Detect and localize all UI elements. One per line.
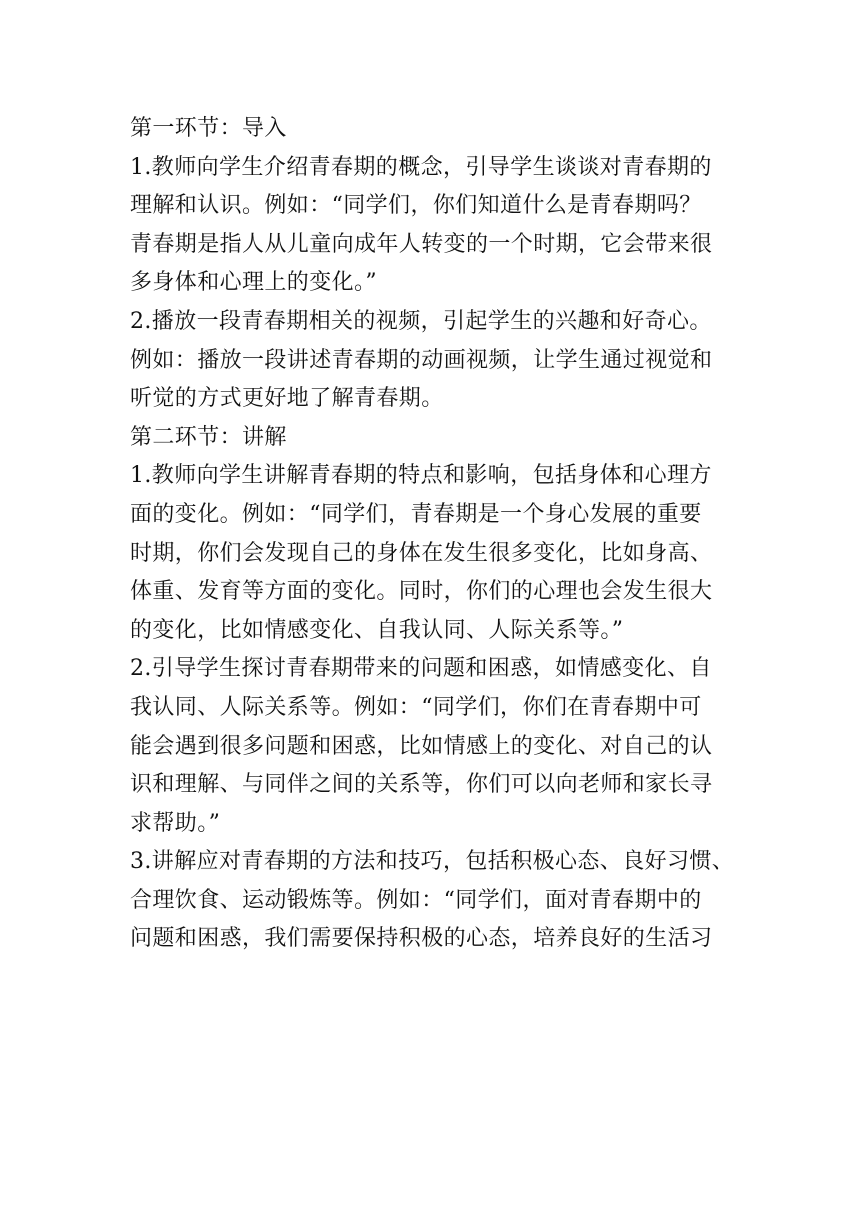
paragraph-line: 的变化，比如情感变化、自我认同、人际关系等。”	[130, 617, 624, 643]
paragraph-line: 我认同、人际关系等。例如：“同学们，你们在青春期中可	[130, 694, 702, 720]
paragraph-line: 合理饮食、运动锻炼等。例如：“同学们，面对青春期中的	[130, 887, 702, 913]
paragraph-line: 1.教师向学生讲解青春期的特点和影响，包括身体和心理方	[130, 463, 712, 489]
paragraph-line: 多身体和心理上的变化。”	[130, 270, 378, 296]
paragraph-line: 识和理解、与同伴之间的关系等，你们可以向老师和家长寻	[130, 772, 713, 798]
paragraph-line: 1.教师向学生介绍青春期的概念，引导学生谈谈对青春期的	[130, 154, 712, 180]
paragraph-line: 面的变化。例如：“同学们，青春期是一个身心发展的重要	[130, 501, 702, 527]
paragraph-line: 求帮助。”	[130, 810, 221, 836]
paragraph-line: 2.播放一段青春期相关的视频，引起学生的兴趣和好奇心。	[130, 308, 712, 334]
paragraph-line: 问题和困惑，我们需要保持积极的心态，培养良好的生活习	[130, 926, 713, 952]
paragraph-line: 2.引导学生探讨青春期带来的问题和困惑，如情感变化、自	[130, 656, 712, 682]
document-page	[130, 110, 734, 959]
paragraph-line: 青春期是指人从儿童向成年人转变的一个时期，它会带来很	[130, 231, 713, 257]
paragraph-line: 听觉的方式更好地了解青春期。	[130, 386, 444, 412]
paragraph-line: 例如：播放一段讲述青春期的动画视频，让学生通过视觉和	[130, 347, 713, 373]
paragraph-line: 能会遇到很多问题和困惑，比如情感上的变化、对自己的认	[130, 733, 713, 759]
paragraph-line: 3.讲解应对青春期的方法和技巧，包括积极心态、良好习惯、	[130, 849, 735, 875]
paragraph-line: 体重、发育等方面的变化。同时，你们的心理也会发生很大	[130, 579, 713, 605]
section-heading: 第二环节：讲解	[130, 424, 287, 450]
paragraph-line: 时期，你们会发现自己的身体在发生很多变化，比如身高、	[130, 540, 713, 566]
section-heading: 第一环节：导入	[130, 116, 287, 141]
paragraph-line: 理解和认识。例如：“同学们，你们知道什么是青春期吗？	[130, 193, 702, 219]
